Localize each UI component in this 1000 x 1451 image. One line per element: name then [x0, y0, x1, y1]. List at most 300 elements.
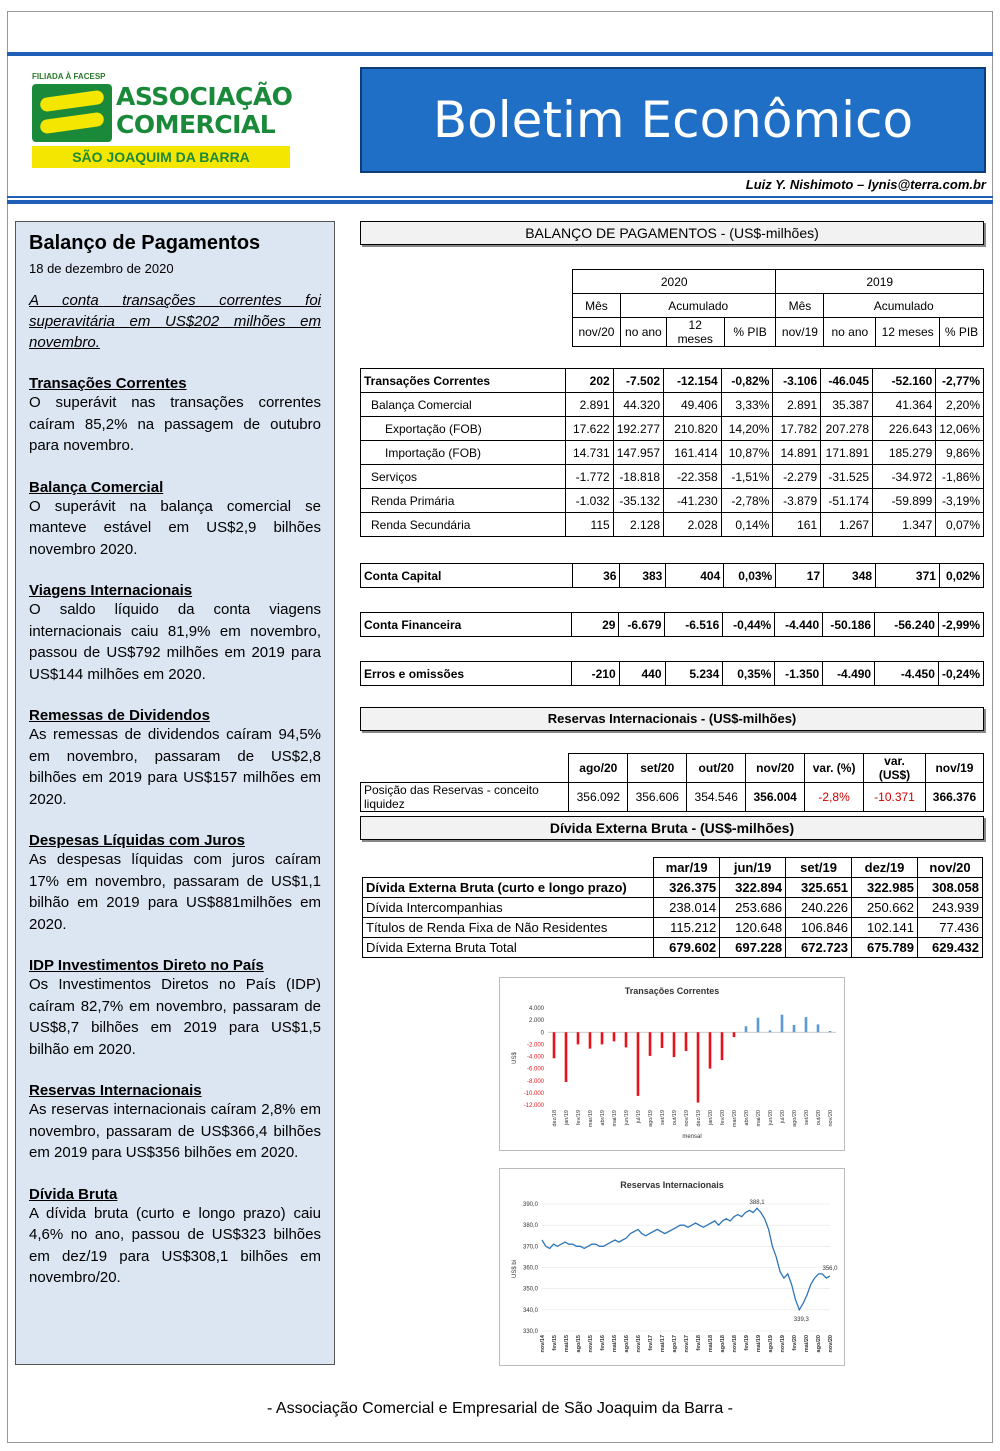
divida-row-label: Dívida Externa Bruta Total	[363, 938, 654, 958]
sidebar-section-heading: IDP Investimentos Direto no País	[29, 957, 264, 974]
row-value: -2,78%	[721, 489, 773, 513]
row-value: 0,03%	[724, 564, 776, 588]
row-value: 2.891	[565, 393, 613, 417]
bar	[817, 1024, 820, 1032]
bar	[709, 1032, 712, 1068]
row-value: 17	[776, 564, 824, 588]
bar	[673, 1032, 676, 1057]
row-value: 404	[666, 564, 724, 588]
bar	[733, 1032, 736, 1037]
bar	[565, 1032, 568, 1082]
row-value: 207.278	[821, 417, 873, 441]
row-value: 202	[565, 369, 613, 393]
chart-transacoes-svg	[500, 978, 844, 1150]
row-value: -210	[571, 662, 619, 686]
table-row	[361, 369, 984, 393]
x-tick-label: fev/20	[720, 1110, 726, 1125]
divida-value: 629.432	[917, 938, 982, 958]
x-tick-label: mar/19	[588, 1110, 594, 1128]
row-value: -52.160	[873, 369, 936, 393]
row-value: 49.406	[664, 393, 722, 417]
table-row	[363, 878, 983, 898]
reservas-col-header: out/20	[687, 754, 746, 783]
bar	[589, 1032, 592, 1048]
row-value: -2,77%	[936, 369, 984, 393]
bar	[745, 1026, 748, 1032]
bar	[757, 1018, 760, 1033]
bar	[781, 1015, 784, 1033]
x-tick-label: fev/16	[600, 1335, 606, 1351]
annotation-last: 356,0	[822, 1265, 838, 1272]
row-value: 171.891	[821, 441, 873, 465]
bp-mes-2019: Mês	[776, 294, 824, 318]
row-value: 0,02%	[939, 564, 983, 588]
x-tick-label: fev/19	[576, 1110, 582, 1125]
row-value: -1.350	[775, 662, 823, 686]
x-tick-label: ago/20	[816, 1335, 822, 1353]
x-tick-label: ago/15	[576, 1335, 582, 1353]
x-tick-label: mar/20	[732, 1110, 738, 1128]
row-value: -6.679	[619, 613, 665, 637]
reservas-col-header: nov/20	[746, 754, 805, 783]
row-value: -3,19%	[936, 489, 984, 513]
row-value: -22.358	[664, 465, 722, 489]
sidebar-section-heading: Balança Comercial	[29, 478, 164, 496]
x-tick-label: ago/18	[720, 1335, 726, 1353]
row-value: 0,14%	[721, 513, 773, 537]
x-tick-label: mai/19	[756, 1335, 762, 1353]
bp-main-table	[360, 368, 984, 537]
y-tick-label: 330,0	[522, 1329, 538, 1335]
row-label: Serviços	[361, 465, 566, 489]
x-tick-label: dez/18	[552, 1110, 558, 1127]
row-value: -59.899	[873, 489, 936, 513]
chart-title: Reservas Internacionais	[620, 1180, 724, 1190]
row-label: Importação (FOB)	[361, 441, 566, 465]
chart-reservas-svg	[500, 1169, 844, 1365]
reservas-row-label: Posição das Reservas - conceito liquidez	[361, 783, 569, 812]
divida-value: 679.602	[654, 938, 720, 958]
reservas-value: 366.376	[925, 783, 983, 812]
row-value: 161	[773, 513, 821, 537]
sidebar-section-text: O superávit nas transações correntes caíram 85,2% na passagem de outubro para novembro.	[29, 394, 321, 454]
reservas-value: 354.546	[687, 783, 746, 812]
sidebar-section-text: As reservas internacionais caíram 2,8% em novembro, passaram de US$366,4 bilhões em 2019 para US$356 bilhões em 2020.	[29, 1101, 321, 1161]
row-value: 2.128	[613, 513, 663, 537]
sidebar-section-heading: Transações Correntes	[29, 375, 187, 392]
sidebar-date: 18 de dezembro de 2020	[29, 261, 174, 276]
divida-row-label: Dívida Intercompanhias	[363, 898, 654, 918]
row-value: -56.240	[875, 613, 939, 637]
row-value: -46.045	[821, 369, 873, 393]
divida-title: Dívida Externa Bruta - (US$-milhões)	[360, 816, 984, 840]
table-row	[361, 513, 984, 537]
divida-row-label: Títulos de Renda Fixa de Não Residentes	[363, 918, 654, 938]
bp-col-header: nov/19	[776, 318, 824, 347]
row-value: 147.957	[613, 441, 663, 465]
series-line	[542, 1208, 830, 1310]
divida-value: 77.436	[917, 918, 982, 938]
row-value: -1,51%	[721, 465, 773, 489]
divida-value: 106.846	[786, 918, 852, 938]
sidebar-section-heading: Dívida Bruta	[29, 1185, 118, 1203]
x-tick-label: ago/20	[792, 1110, 798, 1127]
sidebar-section-text: O saldo líquido da conta viagens internacionais caiu 81,9% em novembro, passou de US$792 milhões em 2019 para US$144 milhões em 2020.	[29, 601, 321, 683]
sidebar-section-text: As remessas de dividendos caíram 94,5% em novembro, passaram de US$2,8 bilhões em 2019 para US$157 milhões em 2020.	[29, 726, 321, 808]
x-tick-label: nov/19	[780, 1335, 786, 1353]
logo-name-line2: COMERCIAL	[116, 110, 276, 139]
divida-table	[362, 857, 983, 958]
reservas-title: Reservas Internacionais - (US$-milhões)	[360, 707, 984, 731]
x-tick-label: ago/19	[768, 1335, 774, 1353]
blank-cell	[361, 754, 569, 783]
divida-col-header: nov/20	[917, 858, 982, 878]
chart-transacoes	[499, 977, 845, 1151]
bar	[793, 1025, 796, 1032]
x-tick-label: fev/15	[552, 1335, 558, 1351]
row-value: -0,24%	[938, 662, 983, 686]
row-value: 9,86%	[936, 441, 984, 465]
y-tick-label: -10.000	[523, 1090, 544, 1097]
row-value: 192.277	[613, 417, 663, 441]
row-value: -34.972	[873, 465, 936, 489]
y-tick-label: 390,0	[522, 1202, 538, 1208]
row-value: 41.364	[873, 393, 936, 417]
row-value: 1.347	[873, 513, 936, 537]
x-tick-label: fev/20	[792, 1335, 798, 1351]
reservas-col-header: ago/20	[569, 754, 628, 783]
row-value: 29	[571, 613, 619, 637]
divida-value: 250.662	[852, 898, 918, 918]
logo-mark-icon	[32, 84, 112, 142]
row-value: 383	[620, 564, 666, 588]
divida-value: 238.014	[654, 898, 720, 918]
divida-row-label: Dívida Externa Bruta (curto e longo prazo)	[363, 878, 654, 898]
y-axis-label: US$ bi	[512, 1259, 518, 1279]
row-value: -31.525	[821, 465, 873, 489]
table-row	[361, 662, 984, 686]
row-value: -2,99%	[938, 613, 983, 637]
row-label: Transações Correntes	[361, 369, 566, 393]
top-rule	[7, 52, 993, 56]
reservas-value: -10.371	[864, 783, 926, 812]
row-value: 440	[619, 662, 665, 686]
sidebar-section-heading: Reservas Internacionais	[29, 1082, 202, 1099]
bp-mes-2020: Mês	[573, 294, 621, 318]
bar	[637, 1032, 640, 1096]
row-label: Conta Capital	[361, 564, 573, 588]
reservas-value: -2,8%	[805, 783, 864, 812]
x-tick-label: mai/20	[756, 1110, 762, 1127]
divida-value: 326.375	[654, 878, 720, 898]
row-value: -0,82%	[721, 369, 773, 393]
x-tick-label: nov/20	[828, 1110, 834, 1127]
row-value: -3.879	[773, 489, 821, 513]
row-label: Renda Primária	[361, 489, 566, 513]
bp-header-table	[572, 269, 984, 347]
sidebar-title: Balanço de Pagamentos	[29, 232, 261, 254]
bp-title: BALANÇO DE PAGAMENTOS - (US$-milhões)	[360, 221, 984, 245]
bp-col-header: % PIB	[940, 318, 984, 347]
x-tick-label: abr/19	[600, 1110, 606, 1126]
row-value: 0,07%	[936, 513, 984, 537]
row-value: -4.450	[875, 662, 939, 686]
bar	[553, 1032, 556, 1058]
bp-col-header: 12 meses	[876, 318, 940, 347]
divida-value: 672.723	[786, 938, 852, 958]
y-tick-label: 350,0	[522, 1286, 538, 1293]
reservas-value: 356.092	[569, 783, 628, 812]
row-value: -51.174	[821, 489, 873, 513]
divida-value: 120.648	[720, 918, 786, 938]
x-tick-label: out/20	[816, 1110, 822, 1126]
x-tick-label: mai/16	[612, 1335, 618, 1353]
bar	[805, 1017, 808, 1032]
y-tick-label: 0	[540, 1030, 544, 1037]
bp-year-2019: 2019	[776, 270, 984, 294]
rule-thick	[7, 200, 993, 204]
bp-capital-table	[360, 563, 984, 588]
reservas-value: 356.606	[628, 783, 687, 812]
row-value: 2,20%	[936, 393, 984, 417]
row-value: -50.186	[823, 613, 875, 637]
y-tick-label: 4.000	[528, 1006, 544, 1012]
divida-value: 325.651	[786, 878, 852, 898]
sidebar-section-text: O superávit na balança comercial se manteve estável em US$2,9 bilhões novembro 2020.	[29, 497, 321, 558]
divida-value: 322.894	[720, 878, 786, 898]
row-value: 348	[824, 564, 876, 588]
row-value: 14.891	[773, 441, 821, 465]
logo-filiada: FILIADA À FACESP	[32, 72, 106, 81]
x-tick-label: ago/16	[624, 1335, 630, 1353]
row-value: 226.643	[873, 417, 936, 441]
row-value: -4.440	[775, 613, 823, 637]
x-tick-label: mai/15	[564, 1335, 570, 1353]
row-value: 36	[572, 564, 620, 588]
row-value: -35.132	[613, 489, 663, 513]
logo-name-line1: ASSOCIAÇÃO	[116, 82, 293, 111]
y-tick-label: -12.000	[523, 1103, 544, 1109]
divida-value: 308.058	[917, 878, 982, 898]
chart-title: Transações Correntes	[624, 986, 720, 996]
bar	[697, 1032, 700, 1102]
bp-col-header: no ano	[620, 318, 666, 347]
table-row	[361, 393, 984, 417]
x-tick-label: fev/18	[696, 1335, 702, 1351]
author-line: Luiz Y. Nishimoto – lynis@terra.com.br	[745, 177, 986, 192]
divida-value: 697.228	[720, 938, 786, 958]
annotation-max: 388,1	[749, 1200, 765, 1207]
table-row	[361, 417, 984, 441]
x-tick-label: dez/19	[696, 1110, 702, 1127]
sidebar-lead: A conta transações correntes foi superavitária em US$202 milhões em novembro.	[29, 292, 321, 351]
table-row	[361, 564, 984, 588]
banner-title: Boletim Econômico	[432, 91, 914, 149]
x-tick-label: jan/20	[708, 1110, 714, 1125]
row-value: 1.267	[821, 513, 873, 537]
sidebar	[15, 221, 335, 1365]
bp-erros-table	[360, 661, 984, 686]
row-value: 17.782	[773, 417, 821, 441]
annotation-min: 339,3	[793, 1316, 809, 1323]
divida-col-header: jun/19	[720, 858, 786, 878]
rule-thin	[7, 196, 993, 198]
x-tick-label: jul/19	[636, 1110, 642, 1124]
divida-col-header: dez/19	[852, 858, 918, 878]
y-tick-label: 370,0	[522, 1244, 538, 1251]
row-value: 14,20%	[721, 417, 773, 441]
row-value: 35.387	[821, 393, 873, 417]
row-value: 17.622	[565, 417, 613, 441]
divida-value: 115.212	[654, 918, 720, 938]
sidebar-section-text: A dívida bruta (curto e longo prazo) caiu 4,6% no ano, passou de US$323 bilhões em dez/19 para US$308,1 bilhões em novembro/20.	[29, 1204, 321, 1286]
y-tick-label: -2.000	[526, 1042, 544, 1049]
x-tick-label: ago/19	[648, 1110, 654, 1127]
row-value: 2.028	[664, 513, 722, 537]
x-tick-label: fev/17	[648, 1335, 654, 1351]
divida-value: 675.789	[852, 938, 918, 958]
row-value: 3,33%	[721, 393, 773, 417]
y-tick-label: -6.000	[526, 1066, 544, 1073]
logo	[30, 72, 293, 170]
row-value: 210.820	[664, 417, 722, 441]
bar	[661, 1032, 664, 1048]
bar	[601, 1032, 604, 1044]
x-tick-label: mai/17	[660, 1335, 666, 1353]
row-value: -2.279	[773, 465, 821, 489]
bp-col-header: no ano	[824, 318, 876, 347]
x-tick-label: nov/20	[828, 1335, 834, 1353]
row-value: -1,86%	[936, 465, 984, 489]
x-tick-label: jun/20	[768, 1110, 774, 1125]
row-value: -3.106	[773, 369, 821, 393]
row-label: Renda Secundária	[361, 513, 566, 537]
reservas-value: 356.004	[746, 783, 805, 812]
sidebar-section-heading: Remessas de Dividendos	[29, 707, 210, 724]
divida-col-header: mar/19	[654, 858, 720, 878]
row-value: 185.279	[873, 441, 936, 465]
bp-acum-2019: Acumulado	[824, 294, 984, 318]
row-value: 2.891	[773, 393, 821, 417]
row-label: Exportação (FOB)	[361, 417, 566, 441]
chart-reservas	[499, 1168, 845, 1366]
row-value: -1.772	[565, 465, 613, 489]
bp-col-header: nov/20	[573, 318, 621, 347]
reservas-col-header: set/20	[628, 754, 687, 783]
sidebar-section-heading: Viagens Internacionais	[29, 582, 193, 599]
bp-year-2020: 2020	[573, 270, 776, 294]
row-value: -7.502	[613, 369, 663, 393]
x-tick-label: nov/17	[684, 1335, 690, 1353]
bar	[613, 1032, 616, 1041]
row-value: 44.320	[613, 393, 663, 417]
divida-col-header: set/19	[786, 858, 852, 878]
row-value: -12.154	[664, 369, 722, 393]
sidebar-sections	[29, 375, 321, 1289]
divida-value: 253.686	[720, 898, 786, 918]
table-row	[361, 465, 984, 489]
blank-cell	[363, 858, 654, 878]
bar	[625, 1032, 628, 1047]
divida-value: 322.985	[852, 878, 918, 898]
table-row	[363, 938, 983, 958]
x-axis-label: mensal	[682, 1134, 702, 1140]
divida-value: 240.226	[786, 898, 852, 918]
row-value: 10,87%	[721, 441, 773, 465]
x-tick-label: jan/19	[564, 1110, 570, 1125]
bar	[649, 1032, 652, 1056]
table-row	[361, 613, 984, 637]
table-row	[363, 898, 983, 918]
divida-value: 243.939	[917, 898, 982, 918]
bar	[769, 1030, 772, 1032]
x-tick-label: jul/20	[780, 1110, 786, 1124]
x-tick-label: mai/20	[804, 1335, 810, 1353]
y-tick-label: 340,0	[522, 1307, 538, 1314]
x-tick-label: nov/15	[588, 1335, 594, 1353]
y-tick-label: 360,0	[522, 1265, 538, 1272]
x-tick-label: abr/20	[744, 1110, 750, 1126]
bp-col-header: 12 meses	[666, 318, 724, 347]
x-tick-label: nov/18	[732, 1335, 738, 1353]
x-tick-label: out/19	[672, 1110, 678, 1126]
row-value: 14.731	[565, 441, 613, 465]
y-tick-label: 380,0	[522, 1223, 538, 1230]
x-tick-label: nov/16	[636, 1335, 642, 1353]
x-tick-label: ago/17	[672, 1335, 678, 1353]
x-tick-label: mai/18	[708, 1335, 714, 1353]
sidebar-section-text: As despesas líquidas com juros caíram 17% em novembro, passaram de US$1,1 bilhão em 2019 para US$881milhões em 2020.	[29, 851, 321, 933]
row-label: Erros e omissões	[361, 662, 572, 686]
bp-acum-2020: Acumulado	[620, 294, 776, 318]
x-tick-label: nov/14	[540, 1335, 546, 1353]
reservas-col-header: nov/19	[925, 754, 983, 783]
row-value: -41.230	[664, 489, 722, 513]
bar	[829, 1031, 832, 1032]
table-row	[361, 441, 984, 465]
row-value: 12,06%	[936, 417, 984, 441]
bp-col-header: % PIB	[724, 318, 776, 347]
row-value: 161.414	[664, 441, 722, 465]
y-tick-label: -4.000	[526, 1054, 544, 1061]
row-value: -6.516	[665, 613, 723, 637]
bp-financeira-table	[360, 612, 984, 637]
row-label: Balança Comercial	[361, 393, 566, 417]
bar	[685, 1032, 688, 1051]
x-tick-label: fev/19	[744, 1335, 750, 1351]
y-axis-label: US$	[512, 1052, 518, 1064]
logo-city: SÃO JOAQUIM DA BARRA	[32, 146, 290, 168]
x-tick-label: jun/19	[624, 1110, 630, 1125]
row-value: -18.818	[613, 465, 663, 489]
row-value: 5.234	[665, 662, 723, 686]
row-value: 0,35%	[723, 662, 775, 686]
x-tick-label: mai/19	[612, 1110, 618, 1127]
reservas-table	[360, 753, 984, 812]
banner	[360, 67, 986, 173]
y-tick-label: 2.000	[528, 1018, 544, 1025]
row-value: -1.032	[565, 489, 613, 513]
row-value: -4.490	[823, 662, 875, 686]
bar	[721, 1032, 724, 1060]
x-tick-label: nov/19	[684, 1110, 690, 1127]
sidebar-section-text: Os Investimentos Diretos no País (IDP) caíram 82,7% em novembro, passaram de US$8,7 bilhões em 2019 para US$1,5 bilhão em 2020.	[29, 976, 321, 1058]
row-value: -0,44%	[723, 613, 775, 637]
x-tick-label: set/19	[660, 1110, 666, 1125]
footer: - Associação Comercial e Empresarial de São Joaquim da Barra -	[267, 1400, 733, 1417]
table-row	[363, 918, 983, 938]
x-tick-label: set/20	[804, 1110, 810, 1125]
